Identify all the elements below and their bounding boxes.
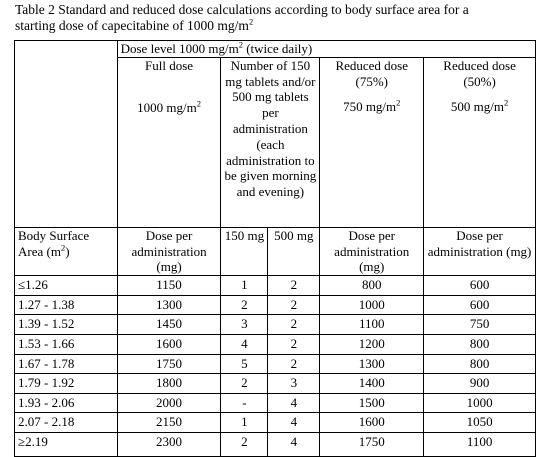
table-row bbox=[15, 374, 536, 394]
dose-table bbox=[14, 40, 536, 457]
table-row bbox=[15, 276, 536, 296]
reduced-50-cell: 800 bbox=[424, 354, 536, 374]
bsa-cell: 1.27 - 1.38 bbox=[15, 295, 118, 315]
dose-level-header bbox=[117, 41, 535, 58]
reduced-50-cell: 600 bbox=[424, 276, 536, 296]
reduced-50-cell: 800 bbox=[424, 334, 536, 354]
bsa-cell: 1.39 - 1.52 bbox=[15, 315, 118, 335]
bsa-cell: ≤1.26 bbox=[15, 276, 118, 296]
tablet-500-cell: 2 bbox=[268, 315, 320, 335]
reduced-75-header bbox=[320, 57, 424, 227]
tablet-500-cell: 3 bbox=[268, 374, 320, 394]
tablet-150-cell: - bbox=[221, 393, 268, 413]
bsa-cell: ≥2.19 bbox=[15, 432, 118, 456]
tablet-500-cell: 2 bbox=[268, 276, 320, 296]
reduced-50-cell: 750 bbox=[424, 315, 536, 335]
reduced-50-cell: 1050 bbox=[424, 413, 536, 433]
reduced-50-sup: 2 bbox=[504, 98, 509, 109]
table-row bbox=[15, 413, 536, 433]
reduced-75-cell: 1500 bbox=[320, 393, 424, 413]
bsa-sup: 2 bbox=[60, 242, 66, 253]
bsa-cell: 1.53 - 1.66 bbox=[15, 334, 118, 354]
dose-level-text: Dose level 1000 mg/m bbox=[120, 41, 239, 56]
full-dose-cell: 2000 bbox=[117, 393, 221, 413]
tablet-500-cell: 2 bbox=[268, 334, 320, 354]
full-dose-sup: 2 bbox=[196, 98, 201, 109]
bsa-cell: 1.67 - 1.78 bbox=[15, 354, 118, 374]
tablet-500-header: 500 mg bbox=[268, 227, 320, 275]
reduced-75-cell: 1400 bbox=[320, 374, 424, 394]
full-dose-cell: 2150 bbox=[117, 413, 221, 433]
caption-superscript: 2 bbox=[248, 16, 254, 27]
dose-table-body bbox=[15, 276, 536, 457]
tablet-150-cell: 4 bbox=[221, 334, 268, 354]
reduced-75-label: Reduced dose (75%) bbox=[335, 57, 409, 89]
table-row bbox=[15, 315, 536, 335]
bsa-cell: 1.93 - 2.06 bbox=[15, 393, 118, 413]
full-dose-cell: 2300 bbox=[117, 432, 221, 456]
full-dose-cell: 1750 bbox=[117, 354, 221, 374]
dose-level-suffix: (twice daily) bbox=[242, 41, 313, 56]
full-dose-cell: 1150 bbox=[117, 276, 221, 296]
empty-corner-cell bbox=[15, 41, 118, 228]
reduced-75-value: 750 mg/m bbox=[343, 99, 397, 115]
reduced-50-value: 500 mg/m bbox=[450, 99, 504, 115]
tablet-500-cell: 4 bbox=[268, 413, 320, 433]
full-dose-per-admin-header: Dose per administration (mg) bbox=[117, 227, 221, 275]
tablet-500-cell: 4 bbox=[268, 393, 320, 413]
reduced-75-per-admin-header: Dose per administration (mg) bbox=[320, 227, 424, 275]
table-row bbox=[15, 354, 536, 374]
reduced-75-cell: 1750 bbox=[320, 432, 424, 456]
tablet-150-cell: 3 bbox=[221, 315, 268, 335]
full-dose-cell: 1800 bbox=[117, 374, 221, 394]
reduced-50-cell: 1100 bbox=[424, 432, 536, 456]
dose-level-sup: 2 bbox=[238, 39, 243, 50]
reduced-50-per-admin-header: Dose per administration (mg) bbox=[424, 227, 536, 275]
tablets-header: Number of 150 mg tablets and/or 500 mg tablets per administration (each administration to be given morning and evening) bbox=[221, 57, 320, 227]
tablet-500-cell: 2 bbox=[268, 354, 320, 374]
reduced-50-cell: 900 bbox=[424, 374, 536, 394]
reduced-75-sup: 2 bbox=[396, 98, 401, 109]
full-dose-cell: 1300 bbox=[117, 295, 221, 315]
column-header-row bbox=[15, 227, 536, 275]
caption-line-2-text: starting dose of capecitabine of 1000 mg/m bbox=[15, 18, 249, 33]
full-dose-value: 1000 mg/m bbox=[137, 99, 197, 115]
reduced-50-cell: 600 bbox=[424, 295, 536, 315]
reduced-50-cell: 1000 bbox=[424, 393, 536, 413]
reduced-75-cell: 1600 bbox=[320, 413, 424, 433]
caption-line-1: Table 2 Standard and reduced dose calculations according to body surface area for a bbox=[15, 2, 469, 17]
reduced-75-cell: 1000 bbox=[320, 295, 424, 315]
bsa-header bbox=[15, 227, 118, 275]
table-row bbox=[15, 393, 536, 413]
full-dose-header bbox=[117, 57, 221, 227]
tablet-150-header: 150 mg bbox=[221, 227, 268, 275]
table-row bbox=[15, 295, 536, 315]
reduced-50-header bbox=[424, 57, 536, 227]
tablet-150-cell: 2 bbox=[221, 295, 268, 315]
tablet-150-cell: 1 bbox=[221, 413, 268, 433]
table-caption bbox=[15, 2, 537, 34]
reduced-75-cell: 1300 bbox=[320, 354, 424, 374]
bsa-cell: 1.79 - 1.92 bbox=[15, 374, 118, 394]
tablet-150-cell: 2 bbox=[221, 432, 268, 456]
caption-line-2 bbox=[15, 18, 537, 34]
tablet-500-cell: 2 bbox=[268, 295, 320, 315]
full-dose-cell: 1600 bbox=[117, 334, 221, 354]
reduced-75-cell: 1100 bbox=[320, 315, 424, 335]
dose-level-row bbox=[15, 41, 536, 58]
bsa-label: Body Surface Area (m bbox=[18, 227, 90, 259]
tablet-150-cell: 1 bbox=[221, 276, 268, 296]
reduced-75-cell: 1200 bbox=[320, 334, 424, 354]
tablet-150-cell: 5 bbox=[221, 354, 268, 374]
tablet-150-cell: 2 bbox=[221, 374, 268, 394]
reduced-75-cell: 800 bbox=[320, 276, 424, 296]
table-row bbox=[15, 334, 536, 354]
full-dose-label: Full dose bbox=[145, 57, 194, 73]
bsa-cell: 2.07 - 2.18 bbox=[15, 413, 118, 433]
bsa-suffix: ) bbox=[65, 243, 70, 259]
reduced-50-label: Reduced dose (50%) bbox=[443, 57, 516, 89]
full-dose-cell: 1450 bbox=[117, 315, 221, 335]
tablet-500-cell: 4 bbox=[268, 432, 320, 456]
